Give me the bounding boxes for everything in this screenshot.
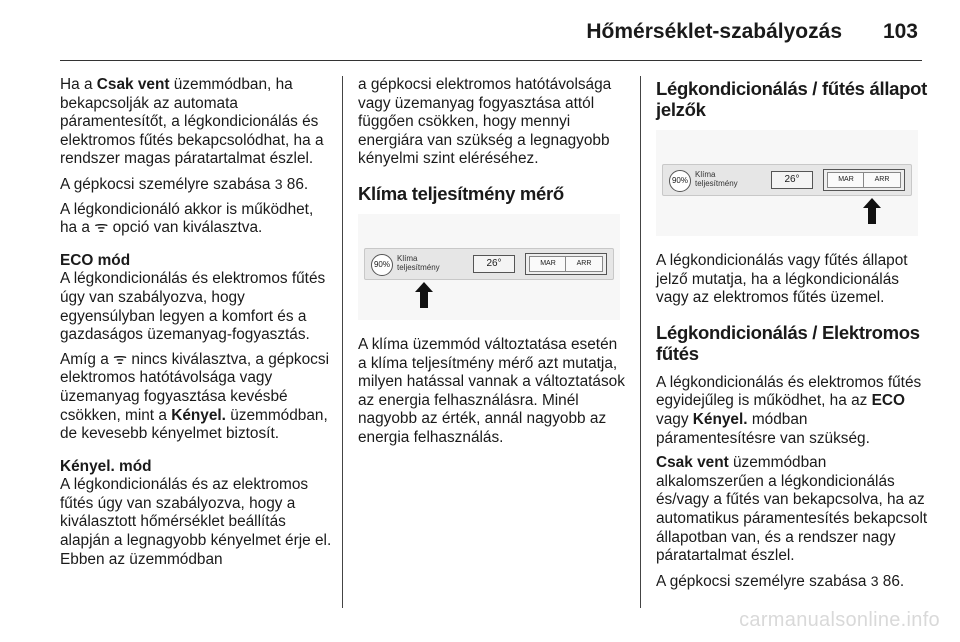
- mar-button: MAR: [529, 256, 567, 272]
- climate-panel: [364, 248, 614, 280]
- mode-buttons: [525, 253, 607, 275]
- arrow-up-icon: [863, 198, 881, 208]
- paragraph: A légkondicionálás és elektromos fűtés úgy van szabályozva, hogy egyensúlyban legyen a komfort és a gazdaságos üzemanyag-fogyasztás.: [60, 270, 326, 344]
- arr-button: ARR: [565, 256, 603, 272]
- section-heading: Légkondicionálás / Elektromos fűtés: [656, 321, 920, 364]
- mode-buttons: [823, 169, 905, 191]
- page-number: 103: [882, 20, 918, 43]
- eco-heading: ECO mód: [60, 251, 131, 269]
- reference-arrow-icon: 3: [870, 572, 879, 589]
- mar-button: MAR: [827, 172, 865, 188]
- section-heading: Klíma teljesítmény mérő: [358, 182, 564, 204]
- column-divider: [640, 76, 641, 608]
- paragraph: A klíma üzemmód változtatása esetén a klíma teljesítmény mérő azt mutatja, milyen hatással vannak a változtatások az energia felhasználásra. Minél nagyobb az érték, annál nagyobb az energia felhasználás.: [358, 335, 625, 446]
- column-2: [358, 76, 630, 454]
- climate-panel-figure: [656, 130, 918, 236]
- climate-panel: [662, 164, 912, 196]
- arrow-stem: [868, 208, 876, 224]
- paragraph: a gépkocsi elektromos hatótávolsága vagy üzemanyag fogyasztása attól függően csökken, hogy mennyi energiára van szükség a legnagyobb kényelmi szint eléréséhez.: [358, 76, 612, 168]
- paragraph: Amíg a ᯤ nincs kiválasztva, a gépkocsi elektromos hatótávolsága vagy üzemanyag fogyasztása kevésbé csökken, mint a Kényel. üzemmódban, de kevesebb kényelmet biztosít.: [60, 350, 329, 443]
- gauge-label: Klíma teljesítmény: [695, 170, 738, 188]
- ac-icon: ᯤ: [94, 219, 109, 237]
- paragraph: A légkondicionálás vagy fűtés állapot jelző mutatja, ha a légkondicionálás vagy az elektromos fűtés üzemel.: [656, 252, 908, 307]
- paragraph: A gépkocsi személyre szabása 3 86.: [656, 572, 905, 590]
- header-rule: [60, 60, 922, 61]
- paragraph: A gépkocsi személyre szabása 3 86.: [60, 175, 309, 193]
- paragraph: A légkondicionálás és elektromos fűtés egyidejűleg is működhet, ha az ECO vagy Kényel. módban páramentesítésre van szükség.: [656, 373, 922, 447]
- arrow-stem: [420, 292, 428, 308]
- paragraph: Ha a Csak vent üzemmódban, ha bekapcsolják az automata páramentesítőt, a légkondicionálás és elektromos fűtés bekapcsolódhat, ha a rendszer magas páratartalmat észlel.: [60, 76, 324, 168]
- paragraph: A légkondicionálás és az elektromos fűtés úgy van szabályozva, hogy a kiválasztott hőmérséklet beállítás alapján a legnagyobb kényelmet érje el. Ebben az üzemmódban: [60, 476, 332, 568]
- watermark: carmanualsonline.info: [739, 609, 940, 631]
- ac-icon: ᯤ: [113, 350, 128, 368]
- gauge-label: Klíma teljesítmény: [397, 253, 440, 272]
- paragraph: Csak vent üzemmódban alkalomszerűen a légkondicionálás és/vagy a fűtés van bekapcsolva, ha az automatikus páramentesítés bekapcsolt állapotban van, és a rendszer nagy páratartalmat észlel.: [656, 454, 928, 565]
- column-1: [60, 76, 332, 575]
- temperature-display: 26°: [771, 171, 813, 189]
- arr-button: ARR: [863, 172, 901, 188]
- column-divider: [342, 76, 343, 608]
- reference-arrow-icon: 3: [274, 175, 283, 192]
- page-title: Hőmérséklet-szabályozás: [586, 20, 842, 43]
- climate-panel-figure: [358, 214, 620, 320]
- column-3: [656, 76, 928, 597]
- comfort-heading: Kényel. mód: [60, 457, 152, 475]
- power-gauge: 90%: [371, 254, 393, 276]
- section-heading: Légkondicionálás / fűtés állapot jelzők: [656, 78, 928, 120]
- arrow-up-icon: [415, 282, 433, 292]
- power-gauge: 90%: [669, 170, 691, 192]
- temperature-display: 26°: [473, 255, 515, 273]
- paragraph: A légkondicionáló akkor is működhet, ha a ᯤ opció van kiválasztva.: [60, 200, 314, 237]
